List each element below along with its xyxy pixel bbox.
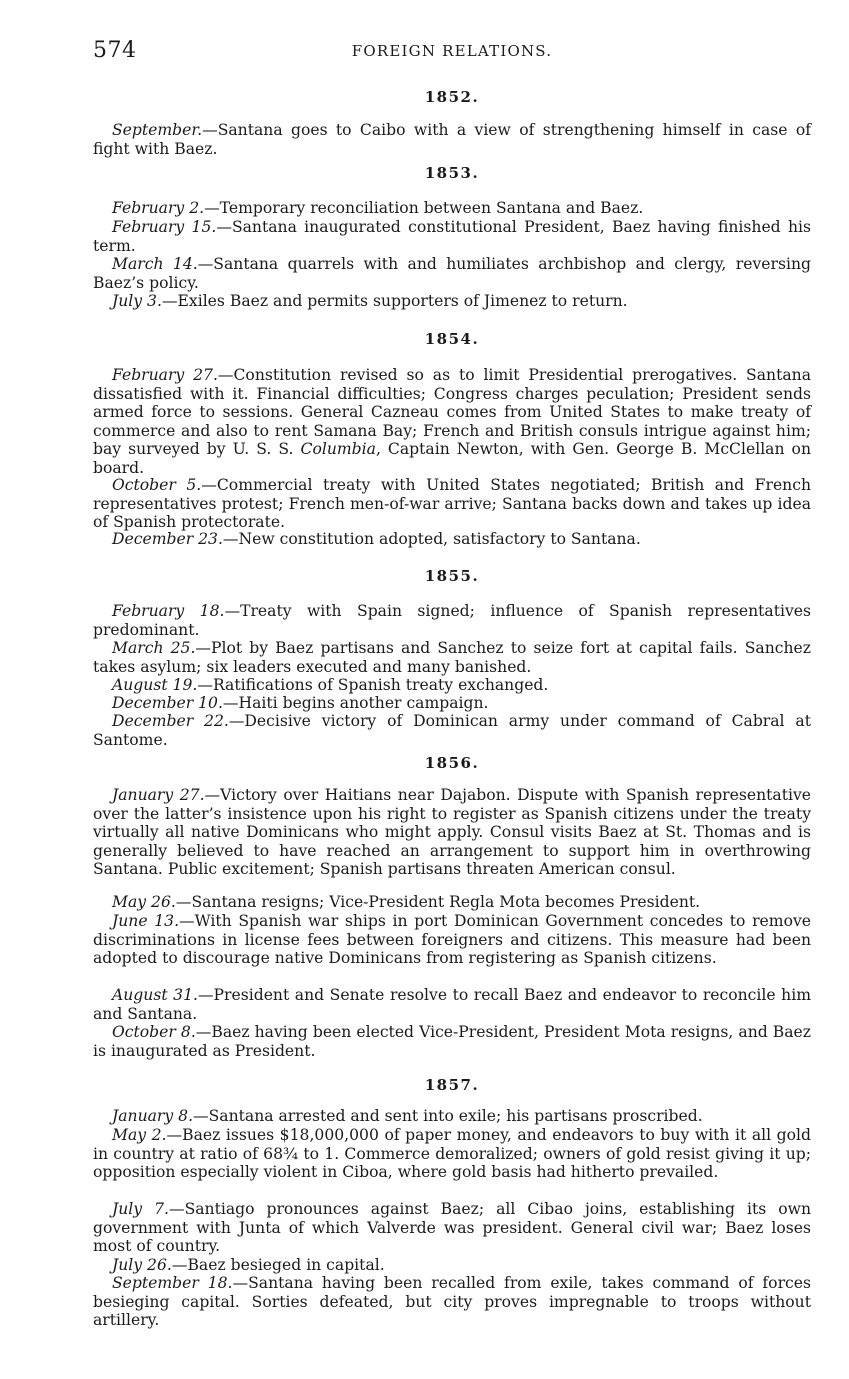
entry-text: —Baez besieged in capital. [171,1256,385,1274]
entry-text-continued: , Captain Newton, with Gen. George B. McClellan on board. [93,440,811,477]
chronology-entry [93,121,811,158]
chronology-entry [93,1256,811,1275]
chronology-entry [93,786,811,879]
entry-text: —Santana having been recalled from exile, takes command of forces besieging capital. Sorties defeated, but city proves impregnable to troops without artillery. [93,1274,811,1330]
chronology-entry [93,602,811,639]
running-title: FOREIGN RELATIONS. [351,42,553,60]
chronology-entry [93,639,811,676]
entry-text: —Decisive victory of Dominican army under command of Cabral at Santome. [93,712,811,749]
chronology-entry [93,1200,811,1256]
chronology-entry [93,1274,811,1330]
year-heading-1855: 1855. [424,567,480,585]
entry-text: —Baez issues $18,000,000 of paper money, and endeavors to buy with it all gold in country at ratio of 68¾ to 1. Commerce demoralized; owners of gold resist giving it up; opposition especially violent in Ciboa, where gold basis had hitherto prevailed. [93,1126,811,1182]
chronology-entry [93,1107,811,1126]
chronology-entry [93,676,811,695]
entry-text: —Treaty with Spain signed; influence of Spanish representatives predominant. [93,602,811,639]
entry-date: December 23. [112,530,223,548]
chronology-entry [93,893,811,912]
chronology-entry [93,366,811,478]
entry-date: May 26. [112,893,176,911]
entry-text: —With Spanish war ships in port Dominican Government concedes to remove discriminations in license fees between foreigners and citizens. This measure had been adopted to discourage native Dominicans from registering as Spanish citizens. [93,912,811,968]
chronology-entry [93,530,811,549]
chronology-entry [93,986,811,1023]
entry-date: December 10. [112,694,223,712]
entry-text: —Ratifications of Spanish treaty exchanged. [197,676,549,694]
entry-date: February 15. [112,218,217,236]
entry-date: October 5. [112,476,202,494]
entry-text: —Baez having been elected Vice-President, President Mota resigns, and Baez is inaugurated as President. [93,1023,811,1060]
entry-date: February 27. [112,366,218,384]
chronology-entry [93,218,811,255]
entry-date: September 18. [112,1274,233,1292]
entry-date: January 27. [112,786,205,804]
chronology-entry [93,712,811,749]
entry-date: February 2. [112,199,205,217]
entry-date: July 7. [112,1200,169,1218]
running-head [93,38,811,64]
entry-date: March 25. [112,639,196,657]
entry-text: —Santana arrested and sent into exile; his partisans proscribed. [193,1107,703,1125]
chronology-entry [93,199,811,218]
entry-date: October 8. [112,1023,196,1041]
entry-date: February 18. [112,602,225,620]
chronology-entry [93,912,811,968]
chronology-entry [93,255,811,292]
entry-date: March 14. [112,255,198,273]
chronology-entry [93,1023,811,1060]
entry-text: —Commercial treaty with United States negotiated; British and French representatives protest; French men-of-war arrive; Santana backs down and takes up idea of Spanish protectorate. [93,476,811,532]
entry-date: August 31. [112,986,198,1004]
entry-text: —Santana resigns; Vice-President Regla Mota becomes President. [175,893,701,911]
year-heading-1854: 1854. [424,330,480,348]
entry-date: July 3. [112,292,162,310]
year-heading-1853: 1853. [424,164,480,182]
year-heading-1857: 1857. [424,1076,480,1094]
entry-date: January 8. [112,1107,194,1125]
entry-text: —Exiles Baez and permits supporters of Jimenez to return. [161,292,628,310]
chronology-entry [93,694,811,713]
entry-text: —Constitution revised so as to limit Presidential prerogatives. Santana dissatisfied with it. Financial difficulties; Congress charges peculation; President sends armed force to sessions. General Cazneau comes from United States to make treaty of commerce and also to rent Samana Bay; French and British consuls intrigue against him; bay surveyed by U. S. S. [93,366,811,459]
entry-text: —Plot by Baez partisans and Sanchez to seize fort at capital fails. Sanchez takes asylum; six leaders executed and many banished. [93,639,811,676]
entry-date: July 26. [112,1256,172,1274]
year-heading-1856: 1856. [424,754,480,772]
entry-text: —Santana goes to Caibo with a view of strengthening himself in case of fight with Baez. [93,121,811,158]
entry-text: —Haiti begins another campaign. [222,694,489,712]
entry-text: —Santana inaugurated constitutional President, Baez having finished his term. [93,218,811,255]
entry-date: May 2. [112,1126,167,1144]
entry-text: —Santana quarrels with and humiliates archbishop and clergy, reversing Baez’s policy. [93,255,811,292]
entry-text: —President and Senate resolve to recall Baez and endeavor to reconcile him and Santana. [93,986,811,1023]
entry-date: September. [112,121,203,139]
ship-name: Columbia [300,440,376,459]
entry-date: June 13. [112,912,180,930]
chronology-entry [93,292,811,311]
year-heading-1852: 1852. [424,88,480,106]
chronology-entry [93,476,811,532]
entry-text: —Santiago pronounces against Baez; all Cibao joins, establishing its own government with Junta of which Valverde was president. General civil war; Baez loses most of country. [93,1200,811,1256]
entry-text: —Temporary reconciliation between Santana and Baez. [204,199,644,217]
page-number: 574 [93,38,137,63]
entry-date: December 22. [112,712,229,730]
entry-text: —New constitution adopted, satisfactory to Santana. [222,530,641,548]
entry-date: August 19. [112,676,198,694]
chronology-entry [93,1126,811,1182]
entry-text: —Victory over Haitians near Dajabon. Dispute with Spanish representative over the latter’s insistence upon his right to register as Spanish citizens under the treaty virtually all native Dominicans who might apply. Consul visits Baez at St. Thomas and is generally believed to have reached an arrangement to support him in overthrowing Santana. Public excitement; Spanish partisans threaten American consul. [93,786,811,879]
